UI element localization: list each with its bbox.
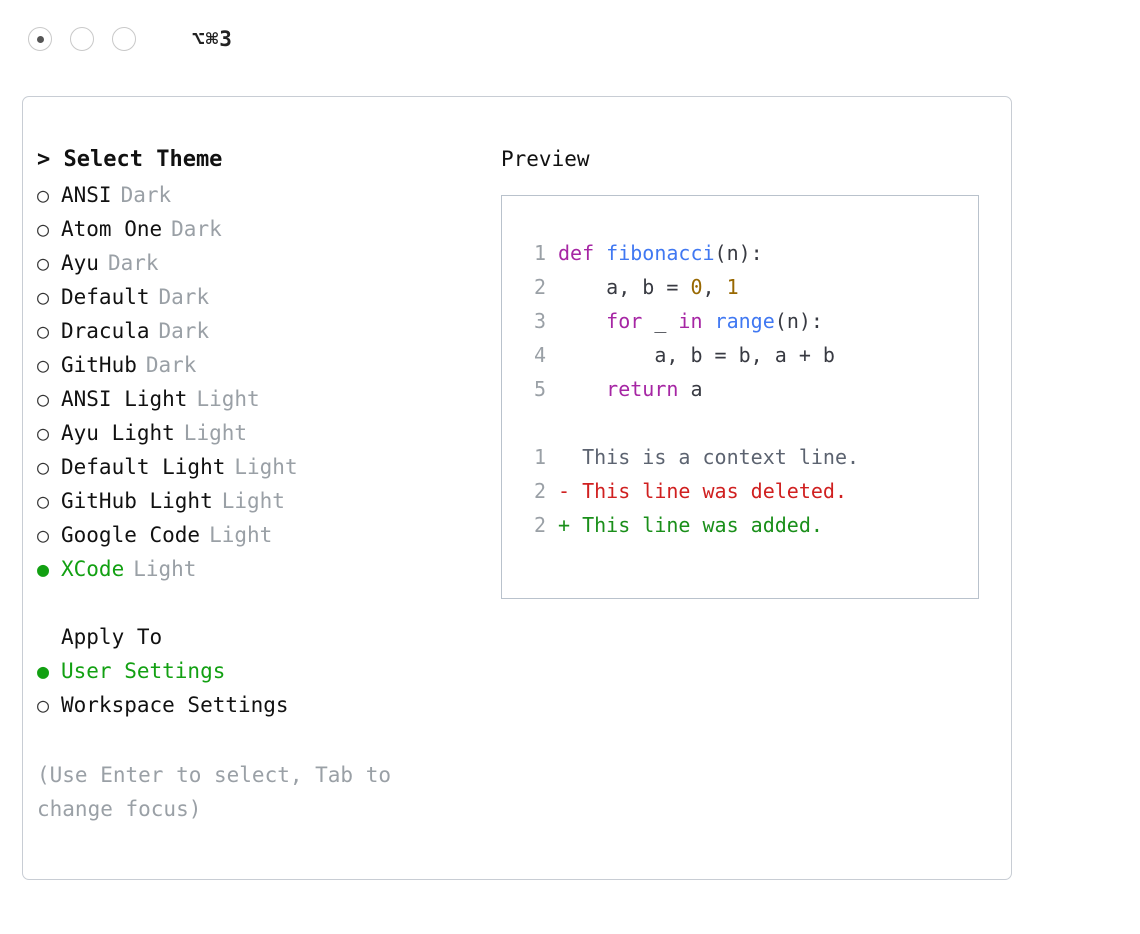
radio-unselected-icon: ○ xyxy=(37,353,50,377)
preview-column xyxy=(501,147,1001,599)
theme-option-label: XCode xyxy=(61,557,125,581)
theme-option-kind: Dark xyxy=(107,251,159,275)
code-token: 0 xyxy=(690,275,703,299)
radio-unselected-icon: ○ xyxy=(37,455,50,479)
code-token: def xyxy=(558,241,607,265)
diff-marker xyxy=(558,445,570,469)
line-number: 1 xyxy=(533,445,546,469)
apply-to-option-label: User Settings xyxy=(61,659,226,683)
window-close-button[interactable] xyxy=(28,27,52,51)
code-line xyxy=(520,304,978,338)
code-line xyxy=(520,372,978,406)
code-token: a, b = xyxy=(558,275,691,299)
theme-option-label: ANSI Light xyxy=(61,387,188,411)
code-token: in xyxy=(678,309,703,333)
theme-option[interactable] xyxy=(37,450,487,484)
theme-option-label: Atom One xyxy=(61,217,163,241)
code-token: _ xyxy=(642,309,679,333)
line-number: 4 xyxy=(533,343,546,367)
theme-option-kind: Light xyxy=(183,421,248,445)
diff-preview xyxy=(520,440,978,542)
theme-option[interactable] xyxy=(37,552,487,586)
radio-selected-icon: ● xyxy=(37,557,50,581)
theme-option-label: GitHub xyxy=(61,353,137,377)
radio-unselected-icon: ○ xyxy=(37,285,50,309)
theme-option[interactable] xyxy=(37,212,487,246)
diff-marker: - xyxy=(558,479,571,503)
code-token: (n): xyxy=(714,241,763,265)
code-token xyxy=(703,309,715,333)
theme-option-kind: Dark xyxy=(145,353,197,377)
theme-option-label: Google Code xyxy=(61,523,201,547)
theme-option-label: Dracula xyxy=(61,319,150,343)
window-titlebar xyxy=(0,0,1140,78)
shortcut-label: ⌥⌘3 xyxy=(192,27,233,51)
window-maximize-button[interactable] xyxy=(112,27,136,51)
theme-option-label: Ayu Light xyxy=(61,421,175,445)
code-line xyxy=(520,236,978,270)
radio-unselected-icon: ○ xyxy=(37,217,50,241)
theme-option-kind: Light xyxy=(209,523,273,547)
code-token: , xyxy=(702,275,727,299)
theme-option-label: Default Light xyxy=(61,455,226,479)
code-line xyxy=(520,338,978,372)
diff-line xyxy=(520,440,978,474)
apply-to-option[interactable] xyxy=(37,688,487,722)
diff-marker: + xyxy=(558,513,571,537)
code-token: fibonacci xyxy=(606,241,715,265)
theme-option[interactable] xyxy=(37,416,487,450)
theme-option-label: Ayu xyxy=(61,251,99,275)
diff-text: This is a context line. xyxy=(570,445,860,469)
code-token xyxy=(558,309,606,333)
theme-option[interactable] xyxy=(37,348,487,382)
radio-unselected-icon: ○ xyxy=(37,489,50,513)
theme-option[interactable] xyxy=(37,178,487,212)
apply-to-option-label: Workspace Settings xyxy=(61,693,289,717)
theme-picker-panel xyxy=(22,96,1012,880)
keyboard-hint: (Use Enter to select, Tab to change focus) xyxy=(37,763,392,821)
code-preview xyxy=(520,236,978,406)
apply-to-heading: Apply To xyxy=(61,625,163,649)
preview-box xyxy=(501,195,979,599)
preview-title: Preview xyxy=(501,147,590,171)
code-token: range xyxy=(714,309,775,333)
code-token xyxy=(558,377,606,401)
radio-unselected-icon: ○ xyxy=(37,183,50,207)
window-minimize-button[interactable] xyxy=(70,27,94,51)
theme-option[interactable] xyxy=(37,314,487,348)
diff-text: This line was deleted. xyxy=(570,479,847,503)
line-number: 3 xyxy=(533,309,546,333)
select-theme-heading: > Select Theme xyxy=(37,147,223,172)
theme-list-column xyxy=(37,147,487,826)
code-token: for xyxy=(606,309,643,333)
theme-option[interactable] xyxy=(37,280,487,314)
line-number: 2 xyxy=(533,513,546,537)
line-number: 1 xyxy=(533,241,546,265)
apply-to-list[interactable] xyxy=(37,654,487,722)
theme-option-kind: Dark xyxy=(158,319,210,343)
line-number: 2 xyxy=(533,275,546,299)
code-token: (n): xyxy=(774,309,823,333)
radio-unselected-icon: ○ xyxy=(37,387,50,411)
theme-list[interactable] xyxy=(37,178,487,586)
theme-option-kind: Dark xyxy=(120,183,172,207)
code-token: a xyxy=(678,377,703,401)
radio-selected-icon: ● xyxy=(37,659,50,683)
theme-option[interactable] xyxy=(37,484,487,518)
theme-option[interactable] xyxy=(37,382,487,416)
code-token: a, b = b, a + b xyxy=(558,343,835,367)
apply-to-option[interactable] xyxy=(37,654,487,688)
diff-text: This line was added. xyxy=(570,513,823,537)
radio-unselected-icon: ○ xyxy=(37,319,50,343)
theme-option-kind: Dark xyxy=(171,217,222,241)
theme-option-kind: Light xyxy=(133,557,197,581)
diff-line xyxy=(520,508,978,542)
theme-option-kind: Light xyxy=(196,387,260,411)
radio-unselected-icon: ○ xyxy=(37,523,50,547)
line-number: 5 xyxy=(533,377,546,401)
theme-option[interactable] xyxy=(37,518,487,552)
radio-unselected-icon: ○ xyxy=(37,251,50,275)
theme-option-label: GitHub Light xyxy=(61,489,213,513)
line-number: 2 xyxy=(533,479,546,503)
theme-option-kind: Light xyxy=(234,455,298,479)
theme-option-kind: Light xyxy=(221,489,285,513)
code-token: return xyxy=(606,377,679,401)
radio-unselected-icon: ○ xyxy=(37,421,50,445)
theme-option[interactable] xyxy=(37,246,487,280)
diff-line xyxy=(520,474,978,508)
theme-option-kind: Dark xyxy=(158,285,210,309)
code-token: 1 xyxy=(726,275,739,299)
code-line xyxy=(520,270,978,304)
theme-option-label: ANSI xyxy=(61,183,112,207)
radio-unselected-icon: ○ xyxy=(37,693,50,717)
theme-option-label: Default xyxy=(61,285,150,309)
